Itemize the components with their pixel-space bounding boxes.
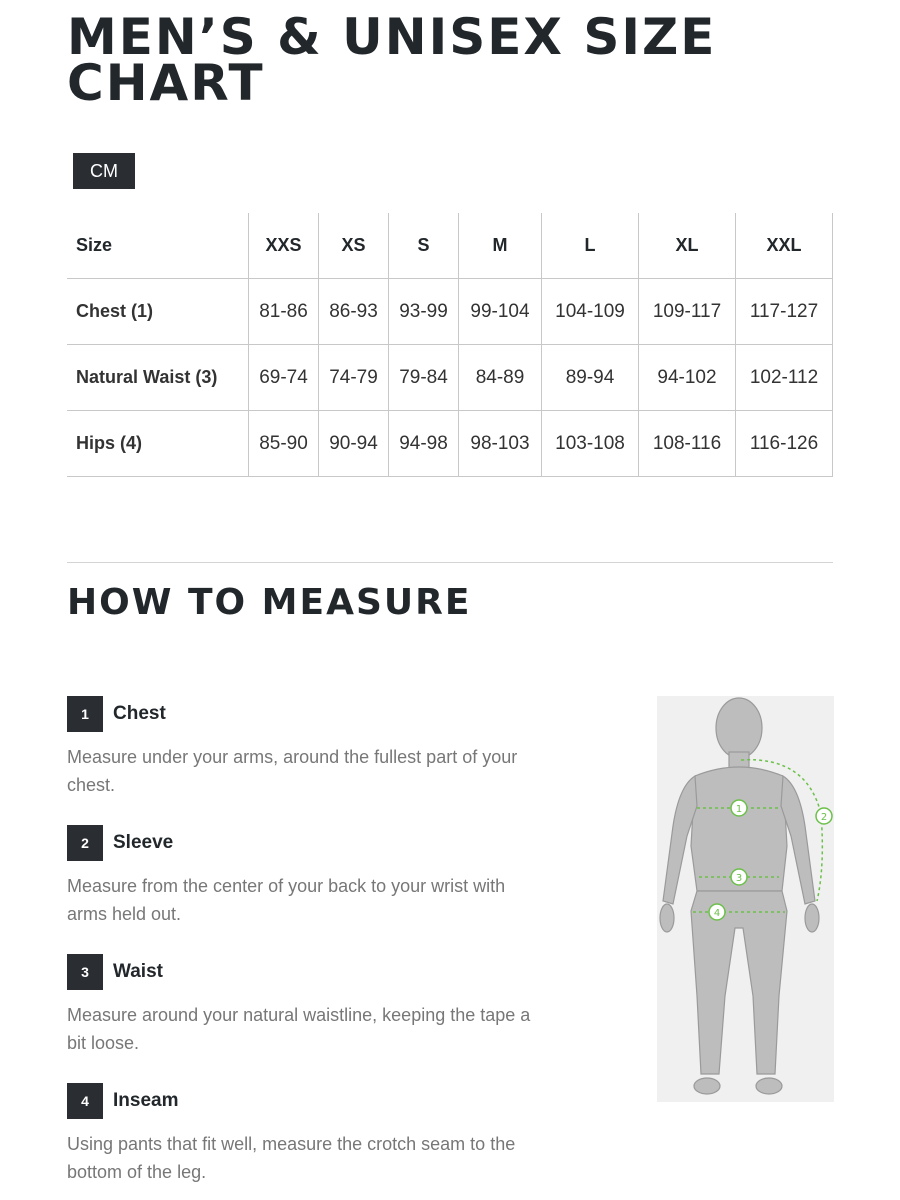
size-table-header-row xyxy=(67,213,833,279)
table-cell: 81-86 xyxy=(249,279,319,345)
table-cell: 85-90 xyxy=(249,411,319,477)
size-table xyxy=(67,213,833,477)
row-label: Chest (1) xyxy=(67,279,249,345)
table-cell: 79-84 xyxy=(389,345,459,411)
table-cell: 69-74 xyxy=(249,345,319,411)
header-cell: S xyxy=(389,213,459,279)
figure-right-foot xyxy=(756,1078,782,1094)
figure-neck xyxy=(729,752,749,768)
number-badge: 2 xyxy=(67,825,103,861)
table-cell: 94-102 xyxy=(639,345,736,411)
header-cell: XL xyxy=(639,213,736,279)
number-badge: 1 xyxy=(67,696,103,732)
marker-sleeve-label: 2 xyxy=(820,812,828,823)
table-cell: 109-117 xyxy=(639,279,736,345)
page-title-line-2: CHART xyxy=(67,54,265,112)
marker-chest-label: 1 xyxy=(735,804,743,815)
measure-item-title: Inseam xyxy=(113,1090,179,1111)
number-badge: 3 xyxy=(67,954,103,990)
row-label: Hips (4) xyxy=(67,411,249,477)
header-cell: XXS xyxy=(249,213,319,279)
header-cell: L xyxy=(542,213,639,279)
table-cell: 93-99 xyxy=(389,279,459,345)
table-row xyxy=(67,345,833,411)
table-cell: 102-112 xyxy=(736,345,833,411)
section-divider xyxy=(67,562,833,563)
table-cell: 90-94 xyxy=(319,411,389,477)
table-cell: 99-104 xyxy=(459,279,542,345)
figure-left-foot xyxy=(694,1078,720,1094)
measure-item-description: Measure from the center of your back to your wrist with arms held out. xyxy=(67,876,506,924)
header-cell: XXL xyxy=(736,213,833,279)
marker-waist xyxy=(731,869,747,885)
body-figure-illustration xyxy=(657,696,834,1102)
body-measurement-figure xyxy=(657,696,834,1102)
header-cell: Size xyxy=(67,213,249,279)
figure-head xyxy=(716,698,762,758)
row-label: Natural Waist (3) xyxy=(67,345,249,411)
table-row xyxy=(67,279,833,345)
table-cell: 86-93 xyxy=(319,279,389,345)
page-title xyxy=(67,8,717,112)
marker-chest xyxy=(731,800,747,816)
unit-toggle-cm[interactable]: CM xyxy=(73,153,135,189)
table-cell: 117-127 xyxy=(736,279,833,345)
figure-right-hand xyxy=(805,904,819,932)
number-badge: 4 xyxy=(67,1083,103,1119)
table-cell: 104-109 xyxy=(542,279,639,345)
figure-left-hand xyxy=(660,904,674,932)
measure-item-description: Measure around your natural waistline, keeping the tape a bit loose. xyxy=(67,1005,531,1053)
how-to-measure-title: HOW TO MEASURE xyxy=(67,582,472,623)
marker-hips xyxy=(709,904,725,920)
figure-legs xyxy=(691,891,787,1074)
table-cell: 98-103 xyxy=(459,411,542,477)
marker-sleeve xyxy=(816,808,832,824)
marker-waist-label: 3 xyxy=(735,873,743,884)
table-cell: 94-98 xyxy=(389,411,459,477)
measure-item-title: Chest xyxy=(113,703,166,724)
marker-hips-label: 4 xyxy=(713,908,721,919)
measure-item-title: Sleeve xyxy=(113,832,174,853)
table-cell: 89-94 xyxy=(542,345,639,411)
measure-item-title: Waist xyxy=(113,961,163,982)
table-cell: 74-79 xyxy=(319,345,389,411)
table-row xyxy=(67,411,833,477)
page-title-line-1: MEN’S & UNISEX SIZE xyxy=(67,8,717,66)
measure-item-description: Measure under your arms, around the fullest part of your chest. xyxy=(67,747,518,795)
table-cell: 103-108 xyxy=(542,411,639,477)
header-cell: M xyxy=(459,213,542,279)
table-cell: 116-126 xyxy=(736,411,833,477)
table-cell: 108-116 xyxy=(639,411,736,477)
table-cell: 84-89 xyxy=(459,345,542,411)
header-cell: XS xyxy=(319,213,389,279)
measure-item-description: Using pants that fit well, measure the crotch seam to the bottom of the leg. xyxy=(67,1134,516,1182)
